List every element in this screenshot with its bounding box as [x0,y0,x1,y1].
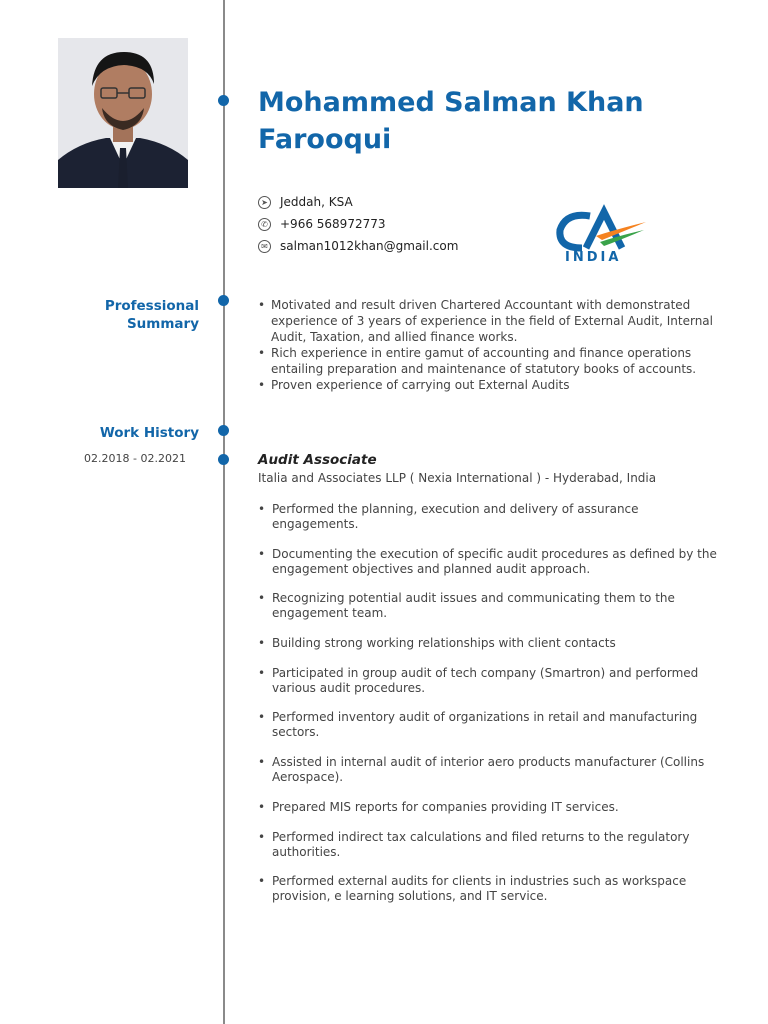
duty-item: • Performed indirect tax calculations and filed returns to the regulatory authorities. [258,830,728,860]
phone-text: +966 568972773 [280,217,386,231]
duty-item: • Participated in group audit of tech company (Smartron) and performed various audit procedures. [258,666,728,696]
duty-item: • Recognizing potential audit issues and communicating them to the engagement team. [258,591,728,621]
duty-item: • Prepared MIS reports for companies providing IT services. [258,800,728,815]
duty-item: • Assisted in internal audit of interior aero products manufacturer (Collins Aerospace). [258,755,728,785]
timeline-dot-job [218,454,229,465]
timeline-dot-summary [218,295,229,306]
job-dates: 02.2018 - 02.2021 [84,452,186,465]
email-icon: ✉ [258,240,271,253]
contact-phone [258,217,386,231]
summary-item: • Proven experience of carrying out External Audits [258,377,728,393]
duty-item: • Documenting the execution of specific audit procedures as defined by the engagement objectives and planned audit approach. [258,547,728,577]
timeline-dot-name [218,95,229,106]
contact-email [258,239,458,253]
email-text: salman1012khan@gmail.com [280,239,459,253]
summary-list [258,297,728,393]
phone-icon: ✆ [258,218,271,231]
summary-item: • Rich experience in entire gamut of accounting and finance operations entailing preparation and maintenance of statutory books of accounts. [258,345,728,377]
job-duties-list [258,502,728,919]
job-company: Italia and Associates LLP ( Nexia International ) - Hyderabad, India [258,471,657,485]
section-title-summary: Professional Summary [104,298,199,332]
contact-location [258,195,353,209]
location-icon: ➤ [258,196,271,209]
profile-photo [58,38,188,188]
job-title: Audit Associate [258,452,377,468]
duty-item: • Performed the planning, execution and delivery of assurance engagements. [258,502,728,532]
timeline-line [223,0,225,1024]
section-title-work: Work History [99,425,199,441]
candidate-name: Mohammed Salman Khan Farooqui [258,87,644,155]
duty-item: • Building strong working relationships with client contacts [258,636,728,651]
timeline-dot-work [218,425,229,436]
summary-item: • Motivated and result driven Chartered Accountant with demonstrated experience of 3 years of experience in the field of External Audit, Internal Audit, Taxation, and allied finance works. [258,297,728,345]
duty-item: • Performed inventory audit of organizations in retail and manufacturing sectors. [258,710,728,740]
location-text: Jeddah, KSA [280,195,353,209]
duty-item: • Performed external audits for clients in industries such as workspace provision, e learning solutions, and IT service. [258,874,728,904]
logo-india-text: INDIA [565,250,622,265]
